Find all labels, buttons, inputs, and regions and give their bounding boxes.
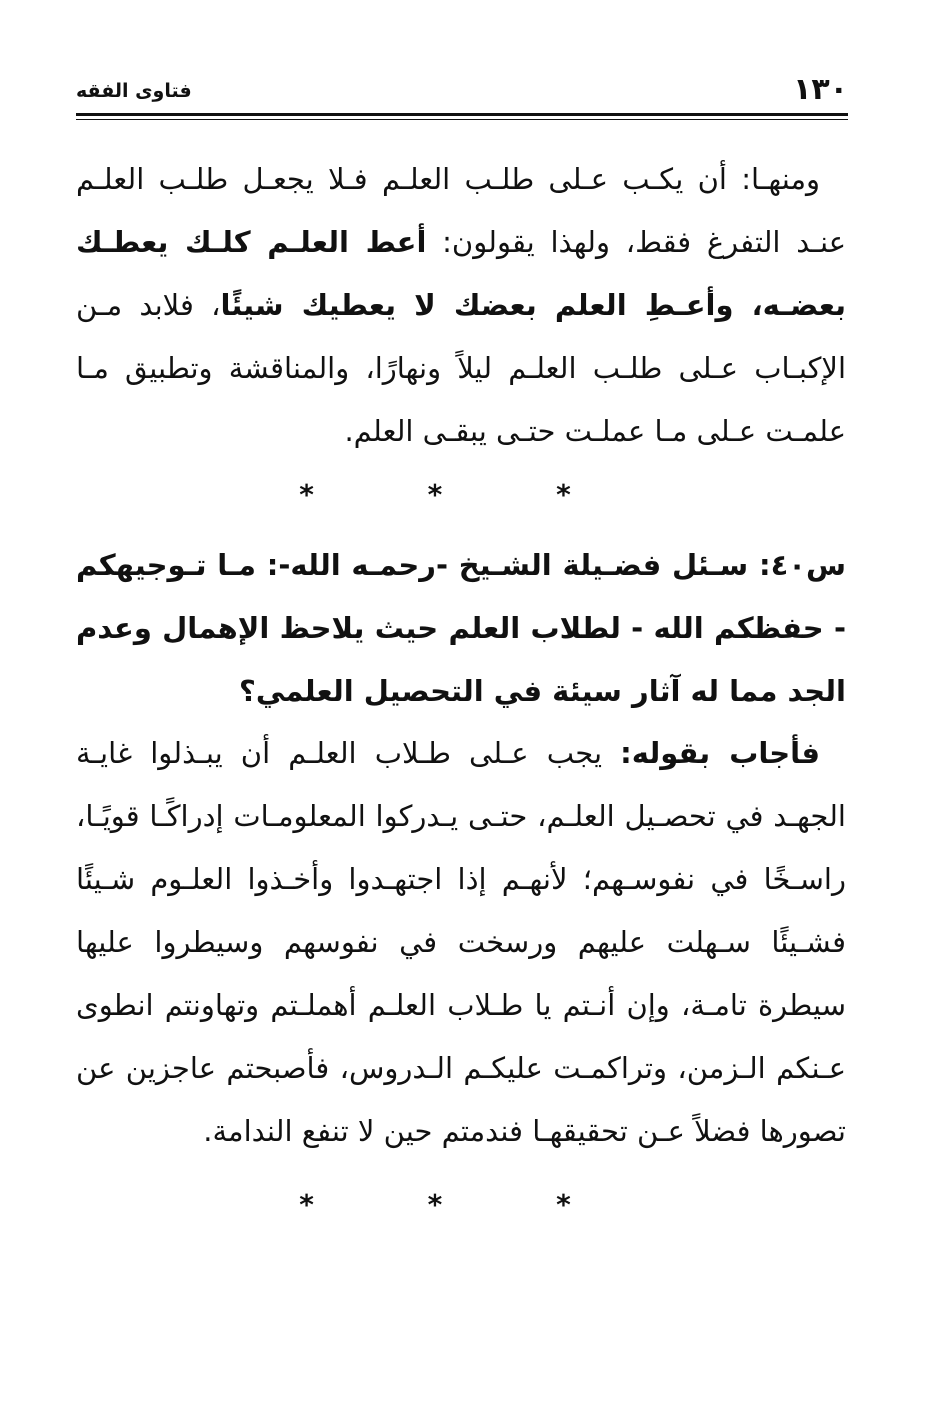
paragraph-1 — [76, 148, 846, 463]
paragraph-1-lead: ومنهـا: أن يكـب عـلى طلـب العلـم فـلا يجعـل طلـب العلـم عنـد التفرغ فقط، ولهذا يقولون: — [76, 162, 846, 259]
running-title: فتاوى الفقه — [76, 80, 192, 102]
page-header — [76, 70, 848, 116]
answer-paragraph — [76, 722, 846, 1163]
header-rule-thick — [76, 113, 848, 116]
section-separator-2: * * * — [299, 1188, 623, 1221]
header-rule-thin — [76, 119, 848, 120]
paragraph-1-tail: ، فلابد مـن الإكبـاب عـلى طلـب العلـم ليلاً ونهارًا، والمناقشة وتطبيق مـا علمـت عـلى مـا عملـت حتـى يبقـى العلم. — [76, 288, 846, 448]
page-number: ١٣٠ — [793, 72, 848, 107]
question-paragraph — [76, 534, 846, 723]
answer-lead: فأجاب بقوله: — [620, 736, 820, 770]
paragraph-1-proverb: أعط العلـم كلـك يعطـك بعضـه، وأعـطِ العلم بعضك لا يعطيك شيئًا — [76, 225, 846, 322]
question-label: س٤٠: — [758, 548, 846, 582]
section-separator-1: * * * — [299, 478, 623, 511]
answer-text: يجب عـلى طـلاب العلـم أن يبـذلوا غايـة الجهـد في تحصـيل العلـم، حتـى يـدركوا المعلومـات إدراكًـا قويًـا، راسـخًا في نفوسـهم؛ لأنهـم إذا اجتهـدوا وأخـذوا العلـوم شـيئًا فشـيئًا سـهلت عليهم ورسخت في نفوسهم وسيطروا عليها سيطرة تامـة، وإن أنـتم يا طـلاب العلـم أهملـتم وتهاونتم انطوى عـنكم الـزمن، وتراكمـت عليكـم الـدروس، فأصبحتم عاجزين عن تصورها فضلاً عـن تحقيقهـا فندمتم حين لا تنفع الندامة. — [76, 736, 846, 1148]
question-text: سـئل فضـيلة الشـيخ -رحمـه الله-: مـا تـوجيهكم - حفظكم الله - لطلاب العلم حيث يلاحظ الإهمال وعدم الجد مما له آثار سيئة في التحصيل العلمي؟ — [76, 548, 846, 708]
